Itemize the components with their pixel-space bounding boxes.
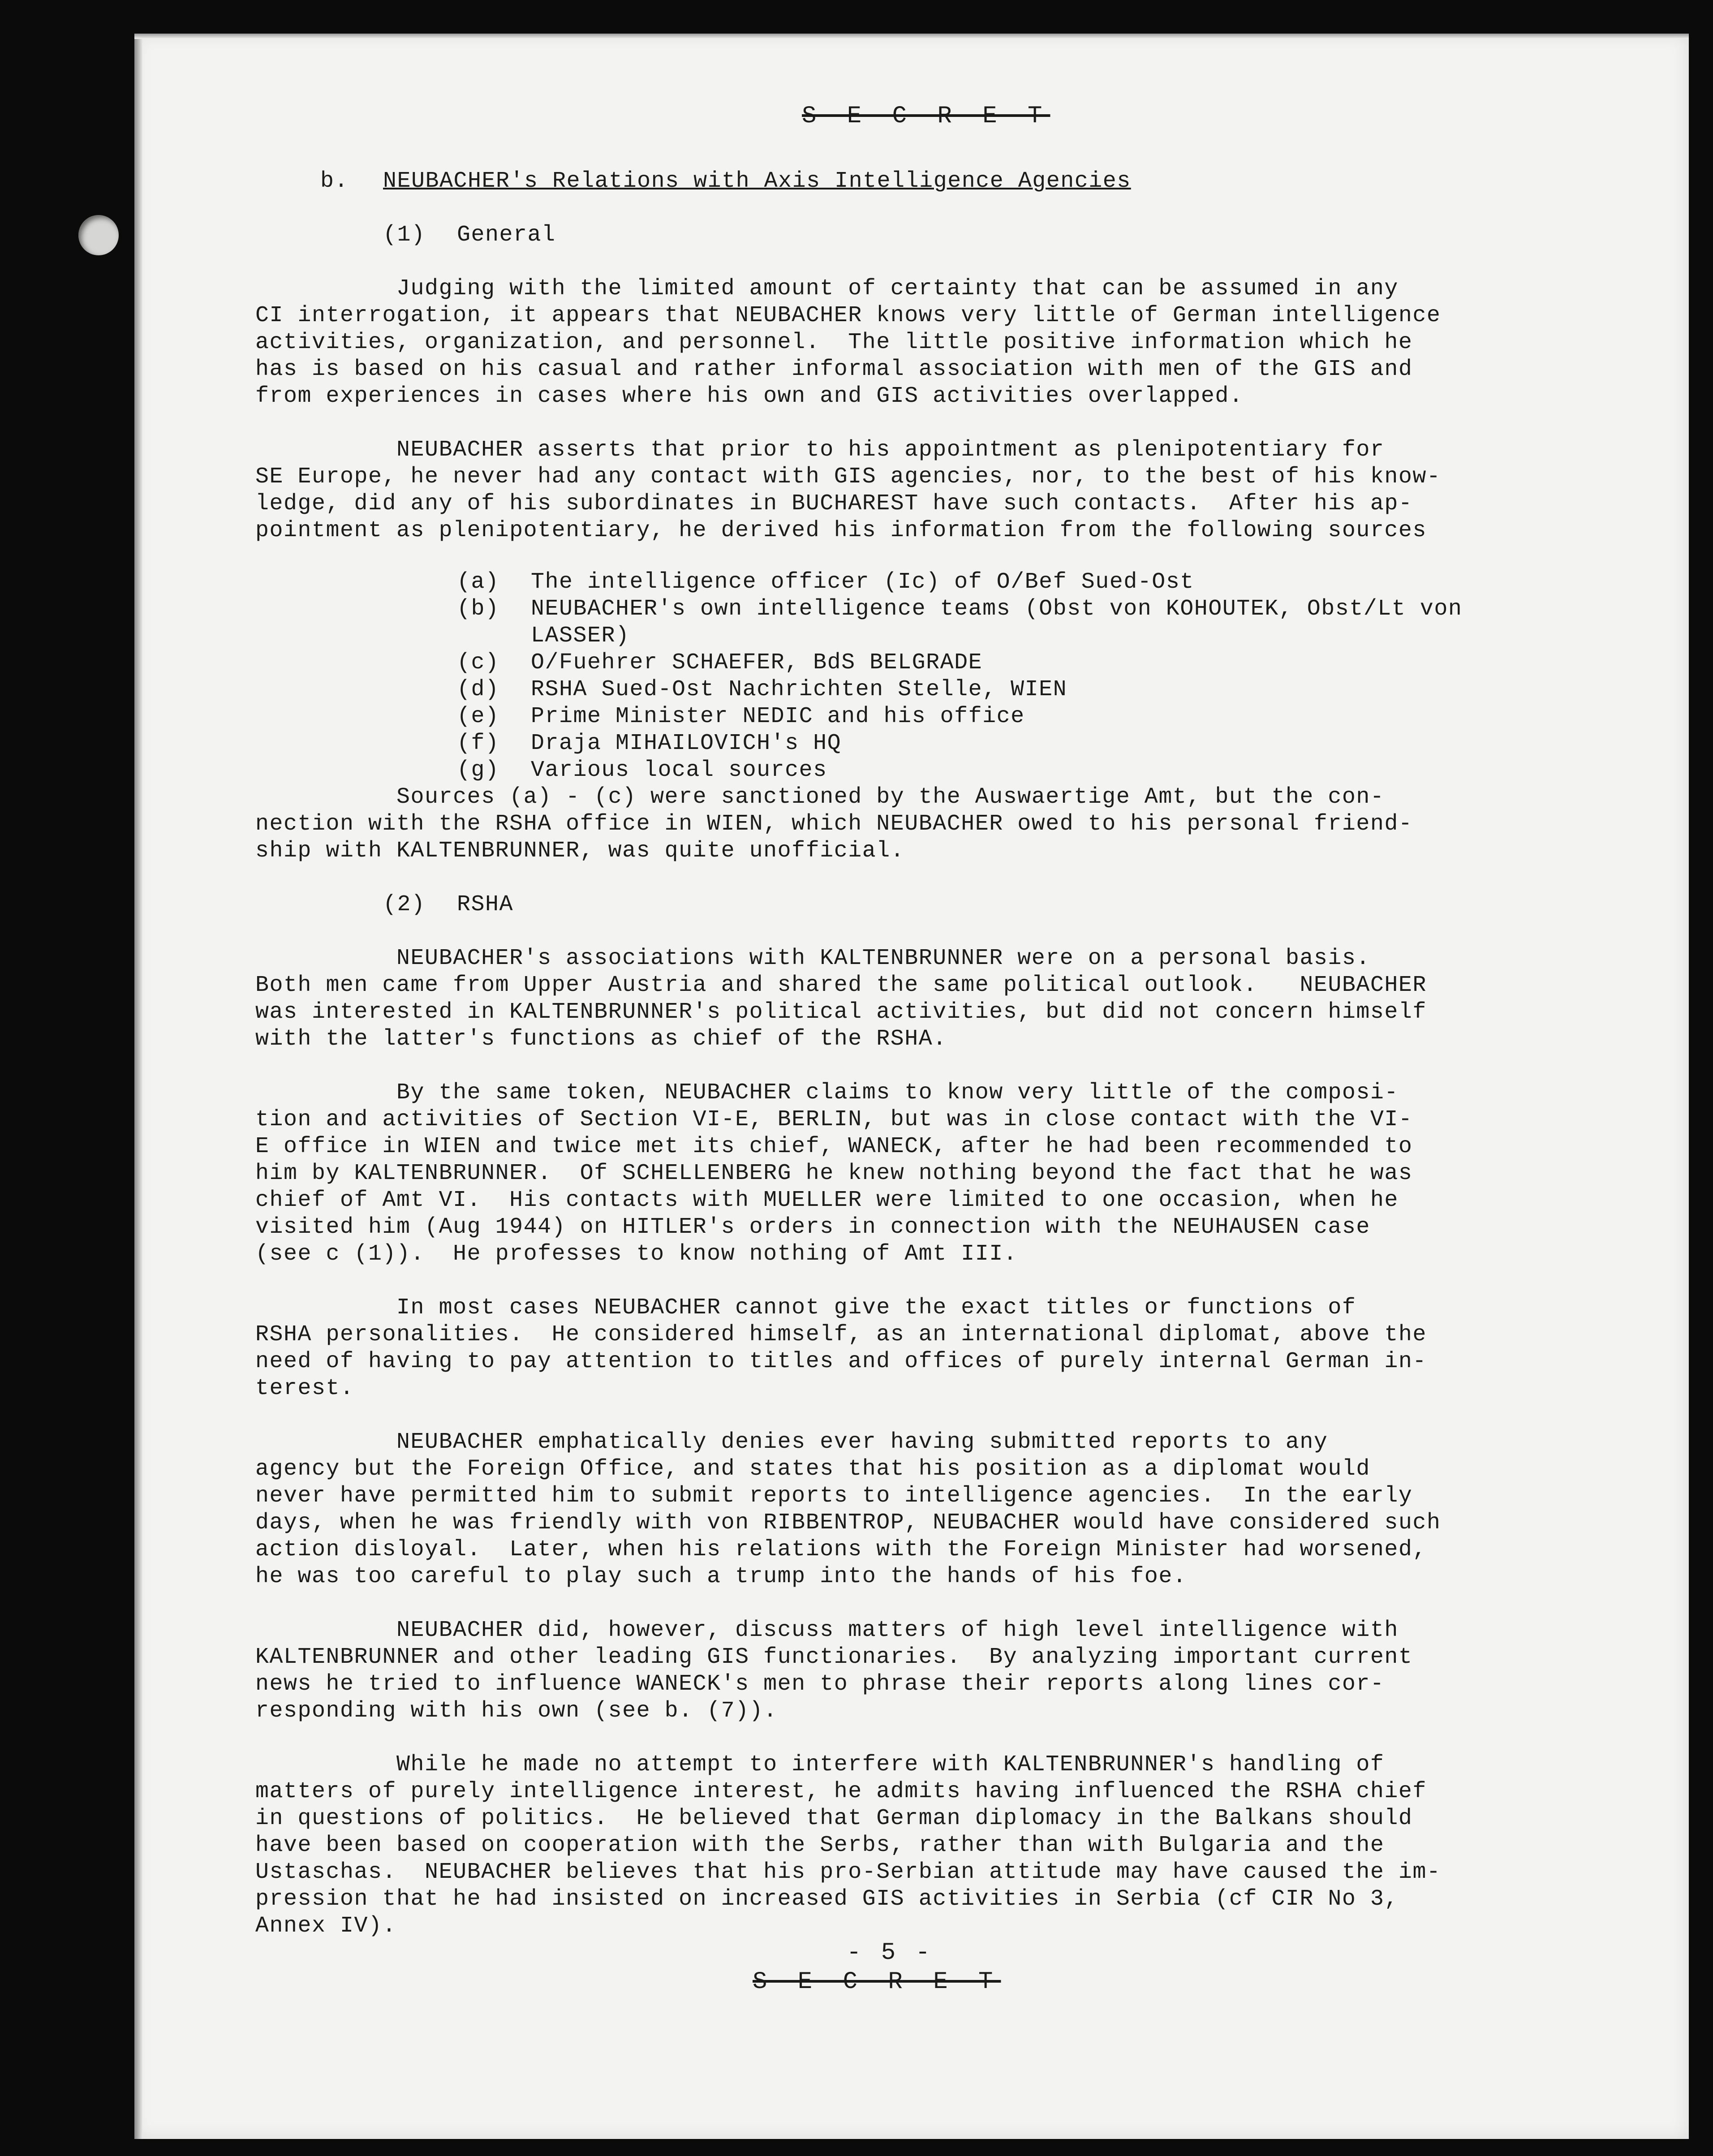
source-id: (f) (457, 731, 499, 756)
paragraph-line: pression that he had insisted on increased GIS activities in Serbia (cf CIR No 3, (255, 1886, 1399, 1912)
subsection-title: RSHA (457, 892, 514, 917)
paragraph-line: he was too careful to play such a trump into the hands of his foe. (255, 1564, 1187, 1589)
paragraph-line: tion and activities of Section VI-E, BERLIN, but was in close contact with the VI- (255, 1107, 1413, 1132)
paragraph-line: NEUBACHER emphatically denies ever having submitted reports to any (255, 1429, 1328, 1455)
paragraph-line: By the same token, NEUBACHER claims to know very little of the composi- (255, 1080, 1399, 1106)
paragraph-line: NEUBACHER asserts that prior to his appointment as plenipotentiary for (255, 437, 1385, 463)
source-text: Prime Minister NEDIC and his office (531, 704, 1025, 729)
page-top-edge (134, 34, 1689, 39)
paragraph-line: nection with the RSHA office in WIEN, which NEUBACHER owed to his personal friend- (255, 811, 1413, 837)
page-left-edge (134, 34, 142, 2139)
source-id: (e) (457, 704, 499, 729)
paragraph-line: E office in WIEN and twice met its chief, WANECK, after he had been recommended to (255, 1134, 1413, 1159)
paragraph-line: ship with KALTENBRUNNER, was quite unofficial. (255, 838, 905, 864)
paragraph-line: was interested in KALTENBRUNNER's political activities, but did not concern himself (255, 999, 1427, 1025)
source-text-continued: LASSER) (531, 623, 630, 649)
paragraph-line: from experiences in cases where his own and GIS activities overlapped. (255, 383, 1244, 409)
paragraph-line: days, when he was friendly with von RIBBENTROP, NEUBACHER would have considered such (255, 1510, 1441, 1536)
paragraph-line: chief of Amt VI. His contacts with MUELLER were limited to one occasion, when he (255, 1188, 1399, 1213)
paragraph-line: has is based on his casual and rather informal association with men of the GIS and (255, 357, 1413, 382)
paragraph-line: Ustaschas. NEUBACHER believes that his pro-Serbian attitude may have caused the im- (255, 1859, 1441, 1885)
paragraph-line: NEUBACHER did, however, discuss matters of high level intelligence with (255, 1618, 1399, 1643)
paragraph-line: In most cases NEUBACHER cannot give the exact titles or functions of (255, 1295, 1356, 1321)
source-text: The intelligence officer (Ic) of O/Bef Sued-Ost (531, 569, 1194, 595)
paragraph-line: with the latter's functions as chief of the RSHA. (255, 1026, 947, 1052)
paragraph-line: have been based on cooperation with the Serbs, rather than with Bulgaria and the (255, 1833, 1385, 1858)
source-text: O/Fuehrer SCHAEFER, BdS BELGRADE (531, 650, 983, 676)
source-text: Draja MIHAILOVICH's HQ (531, 731, 842, 756)
source-id: (c) (457, 650, 499, 676)
source-text: Various local sources (531, 757, 827, 783)
paragraph-line: SE Europe, he never had any contact with GIS agencies, nor, to the best of his know- (255, 464, 1441, 490)
paragraph-line: responding with his own (see b. (7)). (255, 1698, 778, 1724)
paragraph-line: never have permitted him to submit reports to intelligence agencies. In the early (255, 1483, 1413, 1509)
subsection-number: (1) (383, 222, 426, 248)
paragraph-line: in questions of politics. He believed that German diplomacy in the Balkans should (255, 1806, 1413, 1831)
paragraph-line: Sources (a) - (c) were sanctioned by the Auswaertige Amt, but the con- (255, 784, 1385, 810)
paragraph-line: NEUBACHER's associations with KALTENBRUNNER were on a personal basis. (255, 946, 1370, 971)
paragraph-line: (see c (1)). He professes to know nothing of Amt III. (255, 1241, 1018, 1267)
paragraph-line: terest. (255, 1376, 354, 1401)
source-id: (d) (457, 677, 499, 702)
paragraph-line: matters of purely intelligence interest, he admits having influenced the RSHA chief (255, 1779, 1427, 1804)
source-id: (g) (457, 757, 499, 783)
paragraph-line: ledge, did any of his subordinates in BUCHAREST have such contacts. After his ap- (255, 491, 1413, 516)
punch-hole (78, 215, 119, 255)
paragraph-line: activities, organization, and personnel. The little positive information which he (255, 330, 1413, 355)
paragraph-line: While he made no attempt to interfere with KALTENBRUNNER's handling of (255, 1752, 1385, 1777)
page-number: - 5 - (847, 1939, 933, 1967)
subsection-title: General (457, 222, 556, 248)
source-id: (a) (457, 569, 499, 595)
header-classification: S E C R E T (802, 103, 1050, 130)
paragraph-line: visited him (Aug 1944) on HITLER's orders in connection with the NEUHAUSEN case (255, 1214, 1370, 1240)
paragraph-line: him by KALTENBRUNNER. Of SCHELLENBERG he knew nothing beyond the fact that he was (255, 1161, 1413, 1186)
paragraph-line: agency but the Foreign Office, and states that his position as a diplomat would (255, 1456, 1370, 1482)
source-text: NEUBACHER's own intelligence teams (Obst von KOHOUTEK, Obst/Lt von (531, 596, 1463, 622)
paragraph-line: Annex IV). (255, 1913, 397, 1939)
footer-classification: S E C R E T (753, 1968, 1001, 1996)
paragraph-line: KALTENBRUNNER and other leading GIS functionaries. By analyzing important current (255, 1644, 1413, 1670)
paragraph-line: CI interrogation, it appears that NEUBACHER knows very little of German intelligence (255, 303, 1441, 328)
paragraph-line: pointment as plenipotentiary, he derived his information from the following sources (255, 518, 1427, 543)
source-id: (b) (457, 596, 499, 622)
section-heading-letter: b. (320, 168, 349, 194)
paragraph-line: news he tried to influence WANECK's men to phrase their reports along lines cor- (255, 1671, 1385, 1697)
paragraph-line: Judging with the limited amount of certainty that can be assumed in any (255, 276, 1399, 301)
section-heading: NEUBACHER's Relations with Axis Intelligence Agencies (383, 168, 1131, 194)
paragraph-line: need of having to pay attention to titles and offices of purely internal German in- (255, 1349, 1427, 1374)
paragraph-line: RSHA personalities. He considered himself, as an international diplomat, above the (255, 1322, 1427, 1347)
paragraph-line: action disloyal. Later, when his relations with the Foreign Minister had worsened, (255, 1537, 1427, 1562)
source-text: RSHA Sued-Ost Nachrichten Stelle, WIEN (531, 677, 1067, 702)
subsection-number: (2) (383, 892, 426, 917)
paragraph-line: Both men came from Upper Austria and shared the same political outlook. NEUBACHER (255, 973, 1427, 998)
